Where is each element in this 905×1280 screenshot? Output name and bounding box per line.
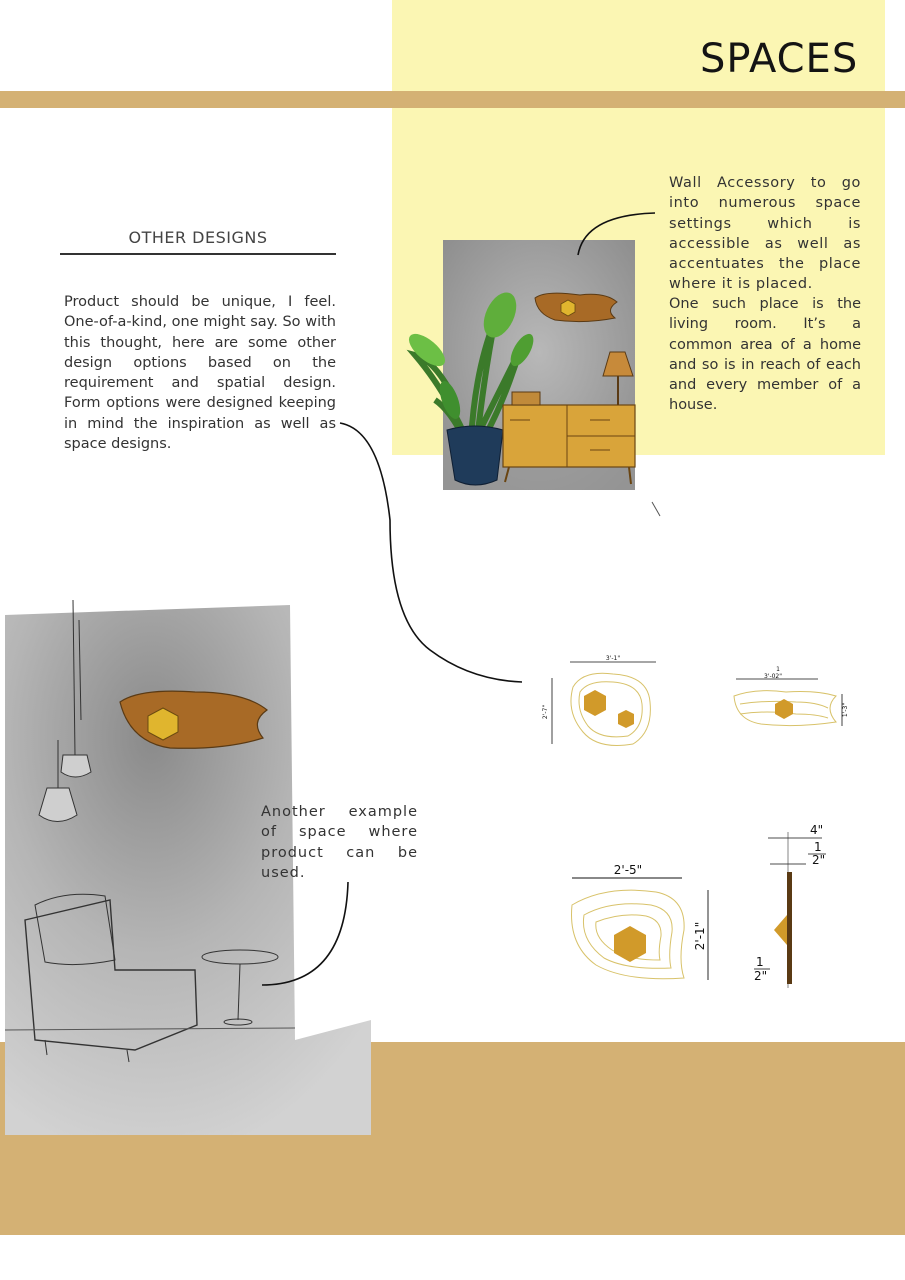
hexagon-icon xyxy=(561,300,575,316)
dim-a-width: 3'-1" xyxy=(605,655,621,662)
hexagon-a-large xyxy=(584,690,606,716)
hexagon-a-small xyxy=(618,710,634,728)
dimension-drawing-a xyxy=(538,652,670,754)
books xyxy=(512,392,540,405)
dim-d-top: 4" xyxy=(810,823,824,837)
heading-underline xyxy=(60,253,336,255)
living-room-paragraph: One such place is the living room. It’s a common area of a home and so is in reach of each and every member of a house. xyxy=(669,296,861,414)
dimension-drawing-c xyxy=(566,860,716,986)
dim-d-bottom-num: 1 xyxy=(756,955,764,969)
wall-accessory-paragraph: Wall Accessory to go into numerous space settings which is accessible as well as accentuates the place where it is placed. xyxy=(669,175,861,293)
page-title: SPACES xyxy=(700,36,859,82)
panel-side xyxy=(787,872,792,984)
dim-b-top: 1 xyxy=(776,666,780,673)
contour-a-1 xyxy=(571,673,650,745)
hexagon-side xyxy=(774,915,787,945)
dim-b-height: 1'-3" xyxy=(842,702,849,718)
dim-b-width: 3'-02" xyxy=(763,673,783,680)
dim-d-frac-num: 1 xyxy=(814,840,822,854)
dim-c-width: 2'-5" xyxy=(613,863,643,877)
hexagon-c xyxy=(614,926,646,962)
dim-d-frac-den: 2" xyxy=(812,853,826,867)
section-heading: OTHER DESIGNS xyxy=(128,228,268,247)
pencil-mark xyxy=(652,502,660,516)
dim-d-bottom-den: 2" xyxy=(754,969,768,983)
intro-paragraph: Product should be unique, I feel. One-of-a-kind, one might say. So with this thought, here are some other design options based on the requirement and spatial design. Form options were designed keeping in mind the inspiration as well as space designs. xyxy=(64,294,336,453)
pendant-lamp-1 xyxy=(61,755,91,777)
plant-pot xyxy=(447,426,503,485)
dimension-drawing-d xyxy=(750,820,830,990)
top-band xyxy=(0,91,905,108)
example-caption: Another example of space where product can be used. xyxy=(261,804,418,881)
dim-c-height: 2'-1" xyxy=(693,921,707,951)
dim-a-height: 2'-7" xyxy=(542,704,549,720)
living-room-sketch xyxy=(405,240,670,520)
dimension-drawing-b xyxy=(726,662,852,730)
